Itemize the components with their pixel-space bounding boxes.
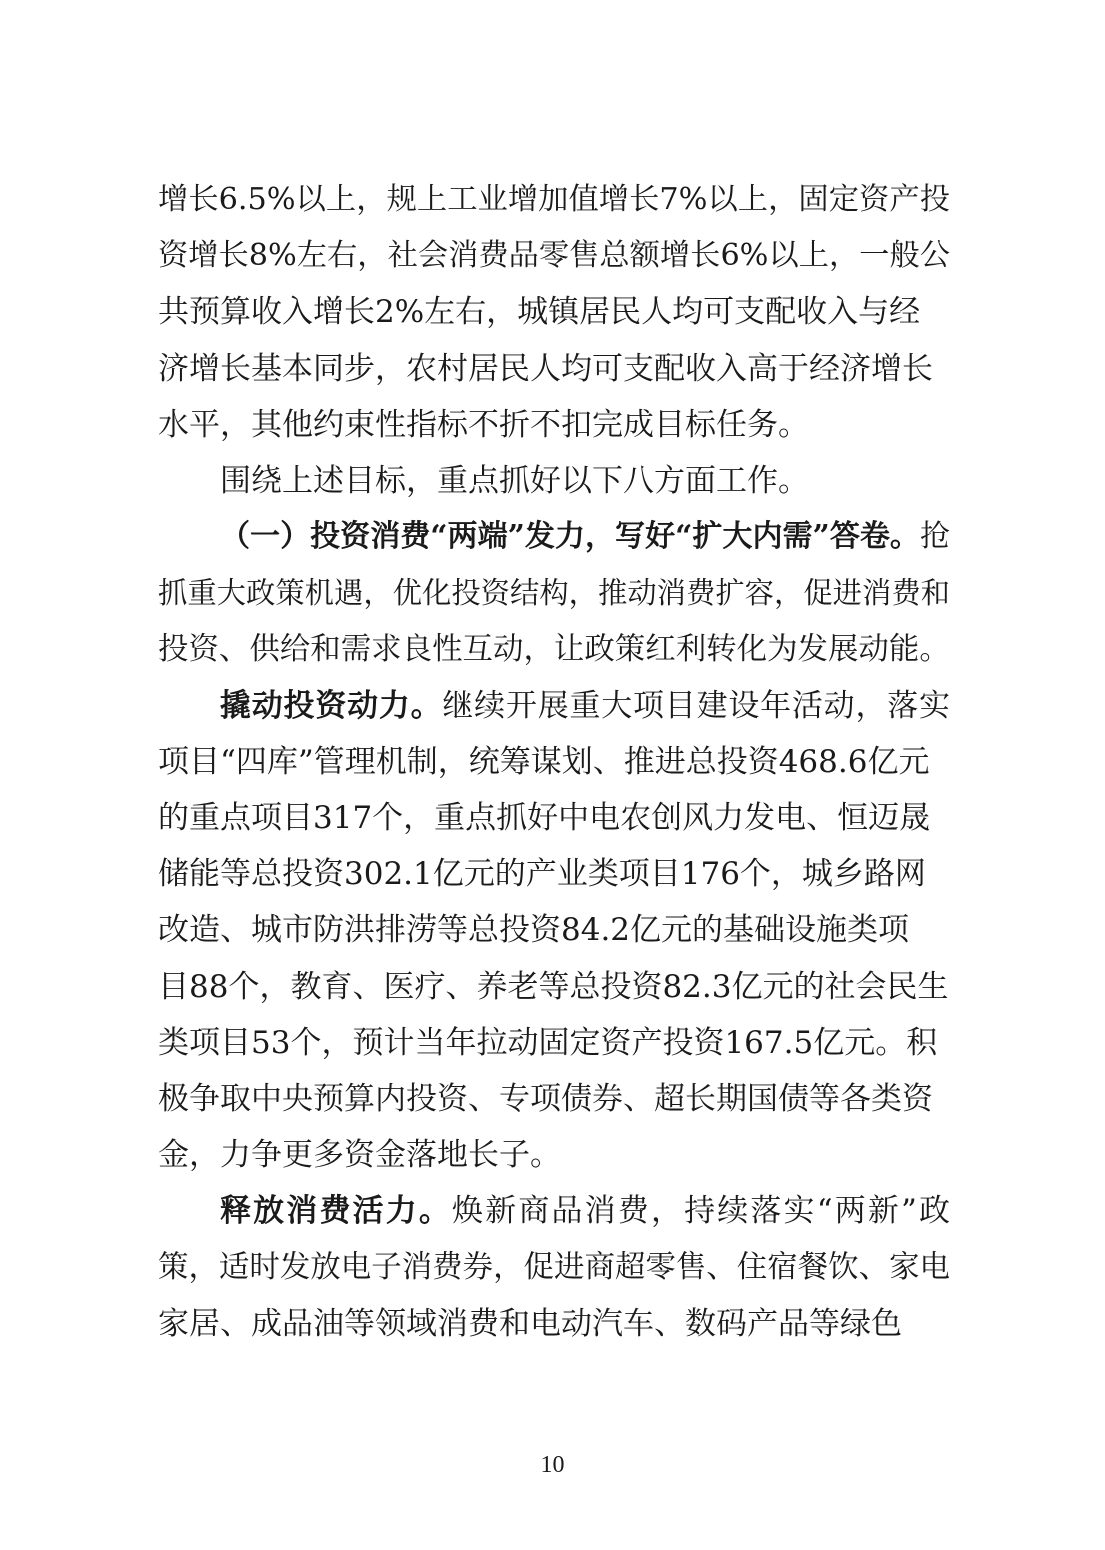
text-line: 极争取中央预算内投资、专项债券、超长期国债等各类资 — [158, 1081, 933, 1117]
page-number: 10 — [540, 1452, 565, 1478]
subsection-line: 释放消费活力。焕新商品消费，持续落实“两新”政 — [220, 1193, 950, 1230]
text-line: 济增长基本同步，农村居民人均可支配收入高于经济增长 — [158, 350, 933, 387]
section-heading: （一）投资消费“两端”发力，写好“扩大内需”答卷。 — [220, 519, 920, 555]
text-line: 类项目53个，预计当年拉动固定资产投资167.5亿元。积 — [158, 1024, 938, 1061]
subsection-heading: 释放消费活力。 — [220, 1193, 453, 1230]
text-line: 项目“四库”管理机制，统筹谋划、推进总投资468.6亿元 — [158, 743, 930, 780]
text-line: 共预算收入增长2%左右，城镇居民人均可支配收入与经 — [158, 294, 921, 331]
body-text — [158, 172, 950, 1352]
text-line: 改造、城市防洪排涝等总投资84.2亿元的基础设施类项 — [158, 912, 910, 949]
text-line: 投资、供给和需求良性互动，让政策红利转化为发展动能。 — [158, 631, 950, 667]
subsection-heading: 撬动投资动力。 — [220, 687, 443, 724]
text-line: 抓重大政策机遇，优化投资结构，推动消费扩容，促进消费和 — [158, 576, 950, 611]
text-line: 水平，其他约束性指标不折不扣完成目标任务。 — [158, 406, 809, 443]
text-line: 的重点项目317个，重点抓好中电农创风力发电、恒迈晟 — [158, 800, 931, 837]
text-line: 增长6.5%以上，规上工业增加值增长7%以上，固定资产投 — [158, 182, 950, 217]
text-line: 策，适时发放电子消费券，促进商超零售、住宿餐饮、家电 — [158, 1249, 950, 1285]
text-line: 金，力争更多资金落地长子。 — [158, 1137, 561, 1174]
text-line: 目88个，教育、医疗、养老等总投资82.3亿元的社会民生 — [158, 968, 949, 1005]
text-line: 资增长8%左右，社会消费品零售总额增长6%以上，一般公 — [158, 238, 950, 274]
text-line: 家居、成品油等领域消费和电动汽车、数码产品等绿色 — [158, 1305, 902, 1342]
subsection-line: 撬动投资动力。继续开展重大项目建设年活动，落实 — [220, 687, 950, 724]
paragraph-intro: 围绕上述目标，重点抓好以下八方面工作。 — [220, 462, 809, 499]
text-line: 储能等总投资302.1亿元的产业类项目176个，城乡路网 — [158, 856, 926, 893]
section-heading-line: （一）投资消费“两端”发力，写好“扩大内需”答卷。抢 — [220, 519, 950, 555]
